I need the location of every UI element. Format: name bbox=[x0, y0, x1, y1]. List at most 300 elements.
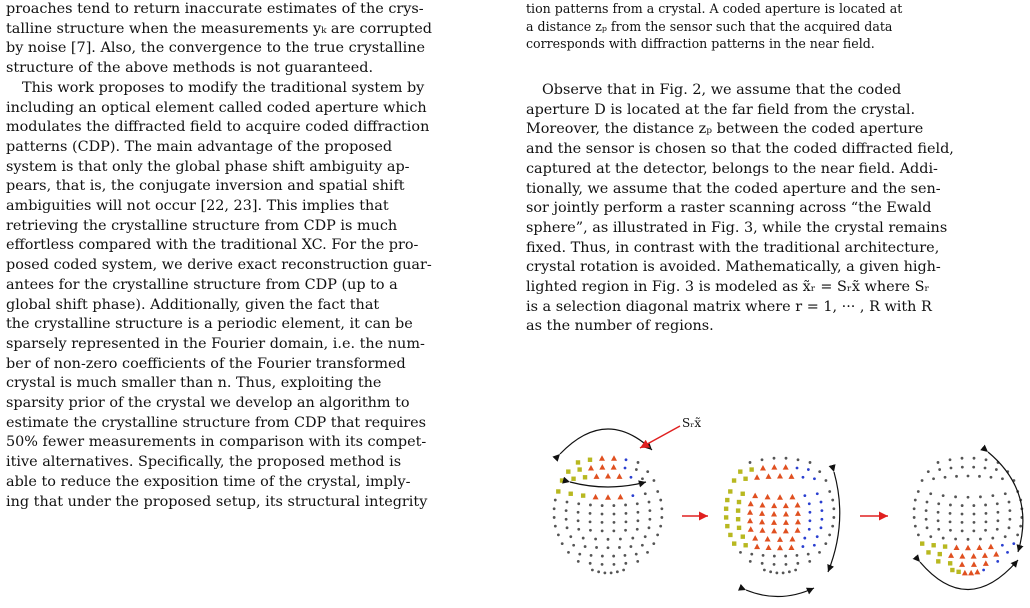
lattice-dot-point bbox=[648, 501, 651, 504]
lattice-dot-point bbox=[995, 468, 998, 471]
lattice-dot-point bbox=[636, 502, 639, 505]
lattice-dot-point bbox=[619, 538, 622, 541]
lattice-dot-point bbox=[949, 520, 952, 523]
lattice-triangle-point bbox=[765, 536, 771, 542]
lattice-triangle-point bbox=[783, 464, 789, 470]
left-text-line: estimate the crystalline structure from CDP that requires bbox=[6, 414, 427, 431]
lattice-dot-point bbox=[984, 504, 987, 507]
lattice-dot-point bbox=[825, 479, 828, 482]
lattice-triangle-point bbox=[765, 494, 771, 500]
lattice-square-point bbox=[725, 524, 729, 528]
lattice-dot-point bbox=[636, 528, 639, 531]
lattice-triangle-point bbox=[759, 519, 765, 525]
left-text-line: ing that under the proposed setup, its structural integrity bbox=[6, 493, 428, 510]
lattice-dot-point bbox=[597, 570, 600, 573]
lattice-dot-point bbox=[613, 563, 616, 566]
lattice-dot-point bbox=[554, 525, 557, 528]
lattice-triangle-point bbox=[959, 561, 965, 567]
lattice-triangle-point bbox=[777, 473, 783, 479]
lattice-dot-point bbox=[577, 511, 580, 514]
scan-bracket-right bbox=[828, 472, 840, 572]
right-text-line: sor jointly perform a raster scanning across “the Ewald bbox=[526, 200, 932, 217]
lattice-dot-point bbox=[648, 526, 651, 529]
lattice-dot-point bbox=[763, 569, 766, 572]
lattice-triangle-point bbox=[588, 465, 594, 471]
lattice-triangle-point bbox=[748, 526, 754, 532]
lattice-triangle-point bbox=[783, 511, 789, 517]
lattice-square-point bbox=[741, 492, 745, 496]
lattice-dot-point bbox=[913, 516, 916, 519]
lattice-dot-point bbox=[967, 538, 970, 541]
lattice-dot-point bbox=[612, 529, 615, 532]
lattice-dot-point bbox=[808, 528, 811, 531]
scan-bracket-bottom bbox=[746, 588, 814, 597]
lattice-dot-point bbox=[921, 479, 924, 482]
lattice-square-point bbox=[920, 541, 924, 545]
lattice-dot-point bbox=[561, 542, 564, 545]
lattice-square-point bbox=[566, 469, 570, 473]
lattice-dot-point bbox=[603, 571, 606, 574]
lattice-square-point bbox=[737, 526, 741, 530]
lattice-dot-point bbox=[607, 546, 610, 549]
lattice-triangle-point bbox=[754, 474, 760, 480]
lattice-dot-point bbox=[577, 502, 580, 505]
lattice-dot-point bbox=[831, 525, 834, 528]
figure-label-srx: Sᵣx̃ bbox=[682, 416, 702, 430]
lattice-triangle-point bbox=[594, 473, 600, 479]
lattice-triangle-point bbox=[788, 544, 794, 550]
lattice-dot-point bbox=[761, 562, 764, 565]
lattice-dot-point bbox=[785, 563, 788, 566]
lattice-square-point bbox=[732, 478, 736, 482]
lattice-dot-point bbox=[644, 492, 647, 495]
lattice-dot-point bbox=[569, 535, 572, 538]
lattice-triangle-point bbox=[795, 519, 801, 525]
lattice-square-point bbox=[948, 561, 952, 565]
lattice-dot-point bbox=[954, 538, 957, 541]
lattice-dot-point bbox=[590, 554, 593, 557]
lattice-dot-point bbox=[802, 476, 805, 479]
lattice-square-point bbox=[943, 544, 947, 548]
lattice-square-point bbox=[728, 489, 732, 493]
lattice-triangle-point bbox=[747, 518, 753, 524]
lattice-dot-point bbox=[613, 521, 616, 524]
lattice-triangle-point bbox=[759, 510, 765, 516]
right-text-line: lighted region in Fig. 3 is modeled as x̃ᵣ = Sᵣx̃ where Sᵣ bbox=[526, 279, 930, 295]
lattice-dot-point bbox=[808, 560, 811, 563]
lattice-dot-point bbox=[831, 499, 834, 502]
lattice-dot-point bbox=[601, 504, 604, 507]
right-text-line: crystal rotation is avoided. Mathematically, a given high- bbox=[526, 259, 941, 276]
lattice-dot-point bbox=[978, 475, 981, 478]
lattice-dot-point bbox=[982, 569, 985, 572]
lattice-dot-point bbox=[785, 457, 788, 460]
lattice-dot-point bbox=[660, 507, 663, 510]
lattice-dot-point bbox=[961, 504, 964, 507]
lattice-triangle-point bbox=[783, 519, 789, 525]
lattice-square-point bbox=[736, 517, 740, 521]
lattice-square-point bbox=[736, 508, 740, 512]
lattice-dot-point bbox=[631, 537, 634, 540]
lattice-dot-point bbox=[944, 476, 947, 479]
lattice-triangle-point bbox=[959, 553, 965, 559]
lattice-triangle-point bbox=[759, 527, 765, 533]
lattice-dot-point bbox=[816, 492, 819, 495]
lattice-dot-point bbox=[607, 538, 610, 541]
lattice-dot-point bbox=[584, 545, 587, 548]
left-text-line: patterns (CDP). The main advantage of the proposed bbox=[6, 138, 393, 155]
lattice-dot-point bbox=[637, 511, 640, 514]
lattice-dot-point bbox=[1008, 501, 1011, 504]
lattice-dot-point bbox=[761, 458, 764, 461]
lattice-dot-point bbox=[749, 560, 752, 563]
lattice-dot-point bbox=[589, 504, 592, 507]
lattice-dot-point bbox=[612, 555, 615, 558]
lattice-dot-point bbox=[796, 562, 799, 565]
lattice-dot-point bbox=[820, 501, 823, 504]
lattice-square-point bbox=[725, 498, 729, 502]
lattice-square-point bbox=[738, 469, 742, 473]
lattice-dot-point bbox=[630, 476, 633, 479]
lattice-triangle-point bbox=[974, 569, 980, 575]
lattice-dot-point bbox=[937, 511, 940, 514]
lattice-triangle-point bbox=[771, 503, 777, 509]
lattice-dot-point bbox=[601, 513, 604, 516]
lattice-dot-point bbox=[773, 457, 776, 460]
left-text-line: able to reduce the exposition time of the crystal, imply- bbox=[6, 473, 411, 490]
lattice-dot-point bbox=[828, 534, 831, 537]
lattice-square-point bbox=[931, 543, 935, 547]
lattice-dot-point bbox=[997, 511, 1000, 514]
lattice-dot-point bbox=[808, 502, 811, 505]
lattice-dot-point bbox=[961, 529, 964, 532]
lattice-dot-point bbox=[624, 504, 627, 507]
lattice-dot-point bbox=[629, 545, 632, 548]
lattice-dot-point bbox=[938, 468, 941, 471]
lattice-dot-point bbox=[809, 461, 812, 464]
lattice-dot-point bbox=[644, 535, 647, 538]
lattice-dot-point bbox=[554, 499, 557, 502]
lattice-square-point bbox=[950, 568, 954, 572]
lattice-triangle-point bbox=[752, 535, 758, 541]
lattice-dot-point bbox=[979, 495, 982, 498]
lattice-triangle-point bbox=[752, 493, 758, 499]
lattice-triangle-point bbox=[605, 494, 611, 500]
lattice-square-point bbox=[732, 541, 736, 545]
lattice-triangle-point bbox=[795, 502, 801, 508]
lattice-dot-point bbox=[637, 519, 640, 522]
lattice-dot-point bbox=[656, 534, 659, 537]
lattice-dot-point bbox=[773, 555, 776, 558]
lattice-dot-point bbox=[660, 516, 663, 519]
lattice-square-point bbox=[583, 475, 587, 479]
lattice-dot-point bbox=[984, 529, 987, 532]
left-text-line: including an optical element called coded aperture which bbox=[6, 99, 427, 116]
lattice-dot-point bbox=[796, 554, 799, 557]
left-text-line: posed coded system, we derive exact reconstruction guar- bbox=[6, 257, 432, 274]
lattice-triangle-point bbox=[777, 545, 783, 551]
lattice-dot-point bbox=[567, 551, 570, 554]
lattice-square-point bbox=[938, 552, 942, 556]
right-text-line: fixed. Thus, in contrast with the traditional architecture, bbox=[526, 239, 940, 256]
lattice-triangle-point bbox=[754, 544, 760, 550]
lattice-dot-point bbox=[950, 467, 953, 470]
lattice-triangle-point bbox=[968, 570, 974, 576]
lattice-square-point bbox=[741, 534, 745, 538]
lattice-dot-point bbox=[794, 569, 797, 572]
lattice-dot-point bbox=[595, 546, 598, 549]
lattice-dot-point bbox=[577, 560, 580, 563]
lattice-dot-point bbox=[659, 499, 662, 502]
lattice-dot-point bbox=[612, 504, 615, 507]
lattice-triangle-point bbox=[983, 560, 989, 566]
lattice-dot-point bbox=[1006, 551, 1009, 554]
scan-bracket-top bbox=[560, 429, 652, 454]
lattice-dot-point bbox=[954, 495, 957, 498]
lattice-dot-point bbox=[929, 492, 932, 495]
lattice-dot-point bbox=[624, 554, 627, 557]
lattice-dot-point bbox=[652, 542, 655, 545]
lattice-square-point bbox=[577, 467, 581, 471]
lattice-square-point bbox=[743, 543, 747, 547]
lattice-square-point bbox=[724, 507, 728, 511]
lattice-dot-point bbox=[1008, 518, 1011, 521]
lattice-dot-point bbox=[996, 528, 999, 531]
left-text-line: ber of non-zero coefficients of the Fourier transformed bbox=[6, 355, 406, 372]
lattice-triangle-point bbox=[605, 473, 611, 479]
figure-svg bbox=[548, 412, 1030, 604]
lattice-dot-point bbox=[1016, 534, 1019, 537]
lattice-triangle-point bbox=[993, 551, 999, 557]
lattice-dot-point bbox=[635, 468, 638, 471]
left-text-line: 50% fewer measurements in comparison with its compet- bbox=[6, 434, 427, 451]
left-text-line: effortless compared with the traditional XC. For the pro- bbox=[6, 237, 419, 254]
lattice-dot-point bbox=[832, 507, 835, 510]
lattice-dot-point bbox=[624, 467, 627, 470]
lattice-triangle-point bbox=[771, 511, 777, 517]
lattice-dot-point bbox=[828, 490, 831, 493]
right-text-line: and the sensor is chosen so that the coded diffracted field, bbox=[526, 141, 954, 158]
lattice-triangle-point bbox=[795, 527, 801, 533]
lattice-dot-point bbox=[961, 521, 964, 524]
lattice-dot-point bbox=[1004, 492, 1007, 495]
lattice-dot-point bbox=[601, 529, 604, 532]
figure-ewald-sphere-scanning bbox=[548, 412, 1030, 604]
lattice-dot-point bbox=[613, 513, 616, 516]
lattice-dot-point bbox=[803, 494, 806, 497]
lattice-dot-point bbox=[949, 512, 952, 515]
lattice-square-point bbox=[569, 492, 573, 496]
lattice-dot-point bbox=[796, 467, 799, 470]
lattice-dot-point bbox=[985, 458, 988, 461]
lattice-triangle-point bbox=[971, 561, 977, 567]
lattice-triangle-point bbox=[789, 494, 795, 500]
lattice-dot-point bbox=[577, 528, 580, 531]
lattice-dot-point bbox=[653, 479, 656, 482]
lattice-square-point bbox=[556, 489, 560, 493]
lattice-triangle-point bbox=[948, 552, 954, 558]
lattice-dot-point bbox=[955, 475, 958, 478]
left-text-line: itive alternatives. Specifically, the proposed method is bbox=[6, 454, 402, 471]
left-text-line: antees for the crystalline structure from CDP (up to a bbox=[6, 276, 398, 293]
lattice-dot-point bbox=[646, 470, 649, 473]
lattice-dot-point bbox=[925, 518, 928, 521]
lattice-square-point bbox=[724, 515, 728, 519]
lattice-dot-point bbox=[591, 569, 594, 572]
lattice-dot-point bbox=[985, 512, 988, 515]
lattice-dot-point bbox=[832, 516, 835, 519]
lattice-dot-point bbox=[979, 538, 982, 541]
lattice-triangle-point bbox=[599, 464, 605, 470]
left-text-line: This work proposes to modify the traditional system by bbox=[22, 79, 425, 96]
lattice-square-point bbox=[576, 460, 580, 464]
lattice-dot-point bbox=[618, 546, 621, 549]
lattice-dot-point bbox=[990, 476, 993, 479]
right-text-line: aperture D is located at the far field from the crystal. bbox=[526, 101, 916, 118]
label-pointer-arrow bbox=[640, 426, 680, 448]
lattice-square-point bbox=[936, 559, 940, 563]
left-text-line: the crystalline structure is a periodic element, it can be bbox=[6, 316, 413, 333]
lattice-dot-point bbox=[949, 458, 952, 461]
left-text-line: structure of the above methods is not guaranteed. bbox=[6, 60, 374, 77]
lattice-dot-point bbox=[565, 509, 568, 512]
lattice-dot-point bbox=[775, 571, 778, 574]
left-text-line: sparsity prior of the crystal we develop an algorithm to bbox=[6, 395, 410, 411]
lattice-dot-point bbox=[572, 544, 575, 547]
lattice-square-point bbox=[749, 467, 753, 471]
lattice-dot-point bbox=[648, 509, 651, 512]
lattice-dot-point bbox=[553, 516, 556, 519]
right-text-line: is a selection diagonal matrix where r = 1, ··· , R with R bbox=[526, 298, 932, 315]
lattice-triangle-point bbox=[771, 519, 777, 525]
lattice-dot-point bbox=[769, 570, 772, 573]
lattice-triangle-point bbox=[777, 494, 783, 500]
lattice-dot-point bbox=[589, 529, 592, 532]
lattice-dot-point bbox=[937, 461, 940, 464]
lattice-dot-point bbox=[1012, 542, 1015, 545]
lattice-dot-point bbox=[1001, 477, 1004, 480]
lattice-dot-point bbox=[816, 535, 819, 538]
lattice-dot-point bbox=[589, 512, 592, 515]
lattice-dot-point bbox=[972, 504, 975, 507]
left-text-line: ambiguities will not occur [22, 23]. This implies that bbox=[6, 198, 389, 214]
lattice-triangle-point bbox=[616, 473, 622, 479]
lattice-dot-point bbox=[782, 571, 785, 574]
lattice-dot-point bbox=[949, 504, 952, 507]
lattice-dot-point bbox=[601, 563, 604, 566]
lattice-dot-point bbox=[553, 507, 556, 510]
lattice-dot-point bbox=[927, 470, 930, 473]
left-text-line: retrieving the crystalline structure from CDP is much bbox=[6, 217, 398, 234]
figure-caption-line: tion patterns from a crystal. A coded aperture is located at bbox=[526, 1, 903, 16]
lattice-triangle-point bbox=[988, 544, 994, 550]
lattice-dot-point bbox=[996, 560, 999, 563]
lattice-dot-point bbox=[813, 544, 816, 547]
lattice-dot-point bbox=[624, 562, 627, 565]
left-text-line: sparsely represented in the Fourier domain, i.e. the num- bbox=[6, 335, 425, 352]
lattice-dot-point bbox=[996, 502, 999, 505]
lattice-dot-point bbox=[991, 494, 994, 497]
lattice-dot-point bbox=[601, 555, 604, 558]
lattice-square-point bbox=[560, 478, 564, 482]
lattice-dot-point bbox=[739, 551, 742, 554]
lattice-dot-point bbox=[601, 521, 604, 524]
lattice-dot-point bbox=[637, 461, 640, 464]
lattice-dot-point bbox=[641, 544, 644, 547]
right-text-line: sphere”, as illustrated in Fig. 3, while the crystal remains bbox=[526, 219, 948, 236]
lattice-dot-point bbox=[914, 525, 917, 528]
lattice-triangle-point bbox=[748, 501, 754, 507]
lattice-dot-point bbox=[818, 551, 821, 554]
lattice-triangle-point bbox=[759, 502, 765, 508]
lattice-triangle-point bbox=[971, 553, 977, 559]
lattice-dot-point bbox=[929, 535, 932, 538]
lattice-triangle-point bbox=[617, 494, 623, 500]
right-text-line: tionally, we assume that the coded aperture and the sen- bbox=[526, 180, 941, 197]
lattice-dot-point bbox=[656, 490, 659, 493]
lattice-triangle-point bbox=[954, 544, 960, 550]
lattice-dot-point bbox=[616, 570, 619, 573]
lattice-dot-point bbox=[566, 526, 569, 529]
lattice-dot-point bbox=[913, 507, 916, 510]
lattice-dot-point bbox=[1008, 526, 1011, 529]
lattice-square-point bbox=[926, 550, 930, 554]
lattice-dot-point bbox=[925, 509, 928, 512]
lattice-triangle-point bbox=[771, 464, 777, 470]
lattice-dot-point bbox=[589, 562, 592, 565]
lattice-dot-point bbox=[972, 466, 975, 469]
lattice-dot-point bbox=[1004, 535, 1007, 538]
lattice-dot-point bbox=[557, 534, 560, 537]
lattice-dot-point bbox=[750, 553, 753, 556]
lattice-dot-point bbox=[818, 470, 821, 473]
right-text-line: as the number of regions. bbox=[526, 318, 714, 335]
lattice-dot-point bbox=[807, 468, 810, 471]
lattice-dot-point bbox=[991, 537, 994, 540]
lattice-square-point bbox=[743, 477, 747, 481]
lattice-dot-point bbox=[809, 511, 812, 514]
right-text-line: captured at the detector, belongs to the near field. Addi- bbox=[526, 160, 938, 177]
lattice-triangle-point bbox=[976, 544, 982, 550]
lattice-dot-point bbox=[967, 496, 970, 499]
lattice-triangle-point bbox=[766, 473, 772, 479]
lattice-dot-point bbox=[565, 518, 568, 521]
lattice-dot-point bbox=[641, 477, 644, 480]
lattice-triangle-point bbox=[789, 536, 795, 542]
lattice-triangle-point bbox=[783, 503, 789, 509]
lattice-dot-point bbox=[813, 477, 816, 480]
lattice-dot-point bbox=[973, 457, 976, 460]
lattice-triangle-point bbox=[747, 509, 753, 515]
lattice-triangle-point bbox=[795, 510, 801, 516]
lattice-dot-point bbox=[636, 560, 639, 563]
lattice-dot-point bbox=[961, 466, 964, 469]
lattice-triangle-point bbox=[611, 464, 617, 470]
lattice-dot-point bbox=[997, 519, 1000, 522]
lattice-triangle-point bbox=[962, 570, 968, 576]
lattice-dot-point bbox=[972, 529, 975, 532]
lattice-dot-point bbox=[820, 518, 823, 521]
lattice-dot-point bbox=[784, 555, 787, 558]
lattice-dot-point bbox=[625, 520, 628, 523]
lattice-dot-point bbox=[949, 529, 952, 532]
lattice-dot-point bbox=[926, 501, 929, 504]
lattice-dot-point bbox=[820, 526, 823, 529]
left-text-line: proaches tend to return inaccurate estimates of the crys- bbox=[6, 1, 424, 17]
right-text-line: Moreover, the distance zₚ between the coded aperture bbox=[526, 121, 924, 138]
lattice-triangle-point bbox=[760, 465, 766, 471]
lattice-dot-point bbox=[820, 509, 823, 512]
